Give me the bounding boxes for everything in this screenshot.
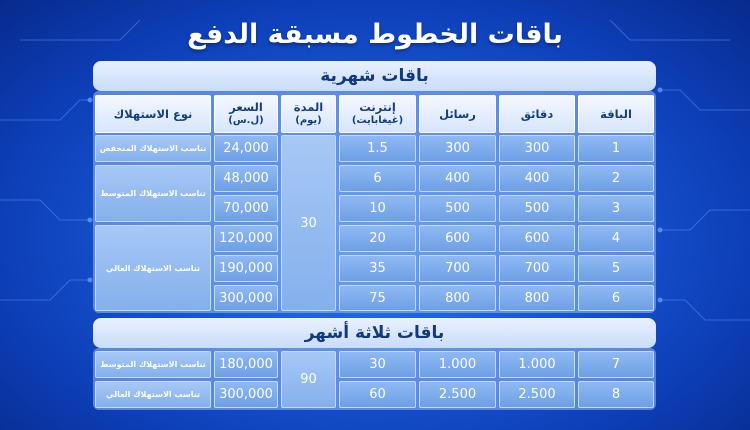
- cell-minutes: 600: [499, 225, 575, 252]
- cell-sms: 600: [419, 225, 496, 252]
- cell-price: 24,000: [214, 135, 278, 162]
- header-usage: نوع الاستهلاك: [95, 95, 211, 133]
- cell-internet: 60: [339, 381, 416, 408]
- cell-sms: 700: [419, 255, 496, 282]
- cell-price: 120,000: [214, 225, 278, 252]
- cell-package: 7: [578, 351, 654, 378]
- cell-sms: 800: [419, 285, 496, 311]
- cell-duration-monthly: 30: [281, 135, 336, 311]
- header-sms: رسائل: [419, 95, 496, 133]
- cell-internet: 75: [339, 285, 416, 311]
- cell-price: 70,000: [214, 195, 278, 222]
- cell-minutes: 400: [499, 165, 575, 192]
- cell-usage-medium: تناسب الاستهلاك المتوسط: [95, 165, 211, 222]
- cell-duration-quarterly: 90: [281, 351, 336, 408]
- cell-internet: 6: [339, 165, 416, 192]
- header-package: الباقة: [578, 95, 654, 133]
- cell-package: 8: [578, 381, 654, 408]
- cell-package: 4: [578, 225, 654, 252]
- cell-package: 5: [578, 255, 654, 282]
- cell-internet: 30: [339, 351, 416, 378]
- header-duration: المدة (يوم): [281, 95, 336, 133]
- cell-price: 180,000: [214, 351, 278, 378]
- cell-sms: 2.500: [419, 381, 496, 408]
- page-title: باقات الخطوط مسبقة الدفع: [187, 19, 563, 50]
- cell-minutes: 500: [499, 195, 575, 222]
- cell-minutes: 1.000: [499, 351, 575, 378]
- cell-usage-high: تناسب الاستهلاك العالي: [95, 381, 211, 408]
- cell-sms: 300: [419, 135, 496, 162]
- header-internet: إنترنت (غيغابايت): [339, 95, 416, 133]
- cell-minutes: 800: [499, 285, 575, 311]
- cell-usage-high: تناسب الاستهلاك العالي: [95, 225, 211, 311]
- cell-price: 300,000: [214, 285, 278, 311]
- section-monthly-label: باقات شهرية: [93, 61, 656, 91]
- cell-usage-low: تناسب الاستهلاك المنخفض: [95, 135, 211, 162]
- section-quarterly-label: باقات ثلاثة أشهر: [93, 318, 656, 348]
- cell-sms: 1.000: [419, 351, 496, 378]
- monthly-table: [93, 91, 656, 313]
- cell-package: 1: [578, 135, 654, 162]
- header-minutes: دقائق: [499, 95, 575, 133]
- cell-usage-medium: تناسب الاستهلاك المتوسط: [95, 351, 211, 378]
- cell-package: 6: [578, 285, 654, 311]
- cell-price: 300,000: [214, 381, 278, 408]
- cell-package: 3: [578, 195, 654, 222]
- cell-minutes: 2.500: [499, 381, 575, 408]
- cell-internet: 1.5: [339, 135, 416, 162]
- quarterly-table: [93, 348, 656, 410]
- cell-price: 190,000: [214, 255, 278, 282]
- cell-sms: 400: [419, 165, 496, 192]
- header-price: السعر (ل.س): [214, 95, 278, 133]
- cell-price: 48,000: [214, 165, 278, 192]
- cell-internet: 20: [339, 225, 416, 252]
- cell-internet: 10: [339, 195, 416, 222]
- cell-package: 2: [578, 165, 654, 192]
- cell-internet: 35: [339, 255, 416, 282]
- cell-sms: 500: [419, 195, 496, 222]
- cell-minutes: 700: [499, 255, 575, 282]
- cell-minutes: 300: [499, 135, 575, 162]
